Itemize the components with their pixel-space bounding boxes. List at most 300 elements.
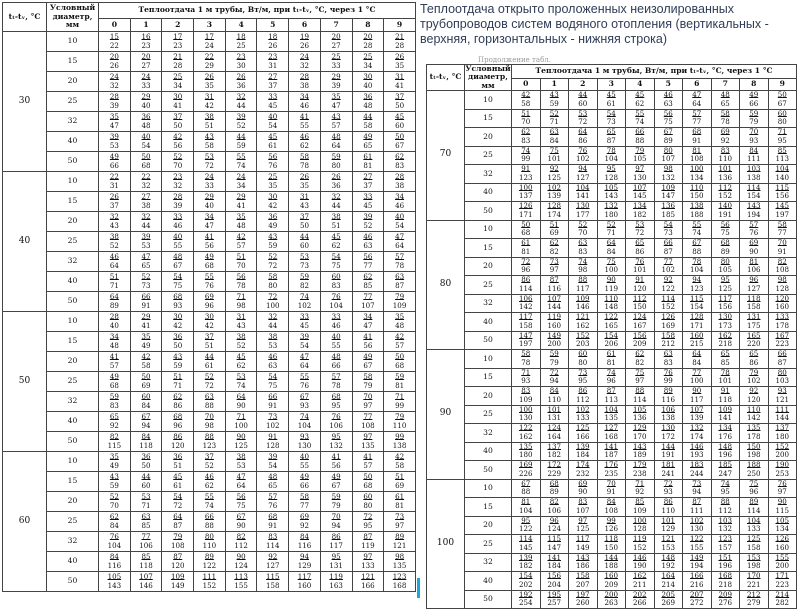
horizontal-pipe-value: 188 (689, 209, 704, 219)
heat-value-cell (654, 313, 683, 332)
horizontal-pipe-value: 59 (549, 98, 559, 108)
horizontal-pipe-value: 158 (746, 542, 761, 552)
vertical-pipe-value: 71 (635, 478, 645, 488)
vertical-pipe-value: 90 (236, 432, 246, 441)
horizontal-pipe-value: 122 (518, 524, 533, 534)
vertical-pipe-value: 128 (547, 201, 562, 211)
horizontal-pipe-value: 80 (578, 357, 588, 367)
vertical-pipe-value: 88 (578, 275, 588, 285)
vertical-pipe-value: 39 (299, 332, 309, 341)
vertical-pipe-value: 109 (170, 572, 185, 581)
horizontal-pipe-value: 57 (331, 120, 341, 130)
vertical-pipe-value: 125 (746, 534, 761, 544)
vertical-pipe-value: 54 (173, 492, 183, 501)
vertical-pipe-value: 76 (578, 145, 588, 155)
heat-value-cell (384, 192, 416, 212)
heat-value-cell (99, 192, 131, 212)
vertical-pipe-value: 39 (268, 452, 278, 461)
vertical-pipe-value: 19 (299, 32, 309, 41)
vertical-pipe-value: 130 (575, 201, 590, 211)
heat-value-cell (597, 535, 626, 554)
heat-value-cell (384, 372, 416, 392)
horizontal-pipe-value: 241 (661, 468, 676, 478)
horizontal-pipe-value: 86 (635, 246, 645, 256)
heat-value-cell (512, 516, 541, 535)
vertical-pipe-value: 48 (331, 352, 341, 361)
heat-value-cell (130, 292, 162, 312)
horizontal-pipe-value: 79 (363, 380, 373, 390)
horizontal-pipe-value: 152 (632, 542, 647, 552)
vertical-pipe-value: 30 (204, 312, 214, 321)
horizontal-pipe-value: 97 (635, 376, 645, 386)
heat-value-cell (194, 192, 226, 212)
heat-value-cell (569, 146, 598, 165)
vertical-pipe-value: 137 (775, 423, 790, 433)
heat-value-cell (512, 91, 541, 110)
heat-value-cell (626, 331, 655, 350)
vertical-pipe-value: 156 (632, 330, 647, 340)
vertical-pipe-value: 41 (109, 352, 119, 361)
heat-value-cell (257, 192, 289, 212)
vertical-pipe-value: 150 (746, 441, 761, 451)
horizontal-pipe-value: 150 (632, 302, 647, 312)
horizontal-pipe-value: 103 (775, 376, 790, 386)
vertical-pipe-value: 148 (661, 552, 676, 562)
horizontal-pipe-value: 143 (604, 191, 619, 201)
heat-value-cell (130, 32, 162, 52)
heat-value-cell (99, 432, 131, 452)
table-row (3, 392, 416, 412)
heat-value-cell (320, 432, 352, 452)
heat-value-cell (768, 572, 797, 591)
vertical-pipe-value: 80 (720, 256, 730, 266)
vertical-pipe-value: 61 (363, 152, 373, 161)
horizontal-pipe-value: 223 (775, 339, 790, 349)
vertical-pipe-value: 38 (268, 332, 278, 341)
horizontal-pipe-value: 51 (331, 220, 341, 230)
vertical-pipe-value: 83 (720, 145, 730, 155)
vertical-pipe-value: 137 (547, 441, 562, 451)
heat-value-cell (569, 553, 598, 572)
horizontal-pipe-value: 125 (718, 283, 733, 293)
heat-value-cell (654, 146, 683, 165)
heat-value-cell (711, 331, 740, 350)
diameter-cell: 10 (465, 479, 512, 498)
vertical-pipe-value: 53 (299, 252, 309, 261)
horizontal-pipe-value: 59 (268, 240, 278, 250)
horizontal-pipe-value: 72 (173, 500, 183, 510)
vertical-pipe-value: 75 (635, 367, 645, 377)
table-row (427, 535, 797, 554)
diameter-cell: 15 (47, 472, 99, 492)
vertical-pipe-value: 30 (173, 92, 183, 101)
horizontal-pipe-value: 46 (173, 220, 183, 230)
heat-value-cell (130, 152, 162, 172)
heat-value-cell (626, 276, 655, 295)
horizontal-pipe-value: 198 (746, 561, 761, 571)
diameter-cell: 32 (465, 424, 512, 443)
vertical-pipe-value: 46 (268, 352, 278, 361)
heat-value-cell (257, 152, 289, 172)
heat-value-cell (320, 112, 352, 132)
heat-value-cell (162, 232, 194, 252)
col-head: 4 (225, 19, 257, 32)
heat-value-cell (130, 432, 162, 452)
vertical-pipe-value: 136 (661, 201, 676, 211)
table-row (3, 232, 416, 252)
horizontal-pipe-value: 146 (575, 302, 590, 312)
horizontal-pipe-value: 23 (173, 40, 183, 50)
horizontal-pipe-value: 71 (109, 280, 119, 290)
col-head: 5 (654, 79, 683, 91)
vertical-pipe-value: 35 (109, 112, 119, 121)
vertical-pipe-value: 185 (718, 460, 733, 470)
horizontal-pipe-value: 218 (718, 579, 733, 589)
heat-value-cell (740, 516, 769, 535)
diameter-cell: 32 (465, 553, 512, 572)
horizontal-pipe-value: 182 (518, 561, 533, 571)
horizontal-pipe-value: 64 (331, 140, 341, 150)
horizontal-pipe-value: 182 (632, 209, 647, 219)
horizontal-pipe-value: 97 (363, 400, 373, 410)
heat-value-cell (99, 252, 131, 272)
horizontal-pipe-value: 67 (395, 140, 405, 150)
horizontal-pipe-value: 87 (777, 357, 787, 367)
heat-value-cell (257, 52, 289, 72)
horizontal-pipe-value: 138 (392, 440, 407, 450)
vertical-pipe-value: 51 (109, 272, 119, 281)
horizontal-pipe-value: 90 (578, 487, 588, 497)
vertical-pipe-value: 83 (578, 497, 588, 507)
horizontal-pipe-value: 78 (521, 357, 531, 367)
heat-value-cell (194, 372, 226, 392)
heat-value-cell (99, 392, 131, 412)
vertical-pipe-value: 20 (363, 32, 373, 41)
heat-value-cell (320, 352, 352, 372)
horizontal-pipe-value: 142 (518, 302, 533, 312)
heat-value-cell (626, 516, 655, 535)
vertical-pipe-value: 70 (749, 127, 759, 137)
vertical-pipe-value: 31 (204, 92, 214, 101)
vertical-pipe-value: 110 (746, 404, 761, 414)
horizontal-pipe-value: 96 (173, 420, 183, 430)
horizontal-pipe-value: 130 (689, 524, 704, 534)
heat-value-cell (194, 232, 226, 252)
vertical-pipe-value: 53 (204, 152, 214, 161)
heat-value-cell (289, 112, 321, 132)
heat-output-header: Теплоотдача 1 м трубы, Вт/м, при tₜ-tᵥ, °C, через 1 °C (99, 3, 416, 19)
heat-value-cell (320, 152, 352, 172)
vertical-pipe-value: 104 (775, 164, 790, 174)
heat-value-cell (352, 312, 384, 332)
heat-value-cell (740, 202, 769, 221)
table-row (427, 294, 797, 313)
heat-value-cell (320, 372, 352, 392)
vertical-pipe-value: 46 (299, 132, 309, 141)
vertical-pipe-value: 56 (663, 108, 673, 118)
heat-value-cell (99, 292, 131, 312)
diameter-cell: 10 (47, 452, 99, 472)
horizontal-pipe-value: 61 (173, 480, 183, 490)
vertical-pipe-value: 51 (521, 108, 531, 118)
heat-value-cell (626, 479, 655, 498)
horizontal-pipe-value: 48 (141, 120, 151, 130)
horizontal-pipe-value: 70 (521, 117, 531, 127)
vertical-pipe-value: 106 (518, 293, 533, 303)
horizontal-pipe-value: 266 (632, 598, 647, 608)
vertical-pipe-value: 87 (606, 386, 616, 396)
horizontal-pipe-value: 175 (746, 320, 761, 330)
horizontal-pipe-value: 75 (236, 500, 246, 510)
diameter-cell: 25 (465, 146, 512, 165)
heat-value-cell (225, 52, 257, 72)
table-row (3, 552, 416, 572)
horizontal-pipe-value: 93 (521, 376, 531, 386)
vertical-pipe-value: 70 (204, 412, 214, 421)
horizontal-pipe-value: 46 (395, 200, 405, 210)
vertical-pipe-value: 47 (299, 352, 309, 361)
vertical-pipe-value: 76 (331, 412, 341, 421)
vertical-pipe-value: 62 (363, 272, 373, 281)
heat-value-cell (384, 392, 416, 412)
heat-value-cell (512, 276, 541, 295)
col-head: 4 (626, 79, 655, 91)
horizontal-pipe-value: 119 (604, 283, 619, 293)
heat-value-cell (540, 202, 569, 221)
heat-value-cell (683, 553, 712, 572)
diameter-header: Условный диаметр, мм (47, 3, 99, 32)
heat-value-cell (352, 452, 384, 472)
vertical-pipe-value: 72 (521, 256, 531, 266)
heat-value-cell (540, 387, 569, 406)
vertical-pipe-value: 50 (395, 132, 405, 141)
vertical-pipe-value: 37 (395, 92, 405, 101)
horizontal-pipe-value: 136 (718, 172, 733, 182)
heat-value-cell (384, 172, 416, 192)
vertical-pipe-value: 97 (635, 164, 645, 174)
heat-value-cell (597, 498, 626, 517)
vertical-pipe-value: 54 (331, 252, 341, 261)
table-row (427, 276, 797, 295)
heat-value-cell (768, 331, 797, 350)
heat-value-cell (289, 512, 321, 532)
heat-value-cell (654, 91, 683, 110)
diameter-cell: 50 (47, 292, 99, 312)
horizontal-pipe-value: 186 (575, 561, 590, 571)
horizontal-pipe-value: 185 (661, 209, 676, 219)
heat-value-cell (597, 553, 626, 572)
heat-value-cell (289, 312, 321, 332)
vertical-pipe-value: 66 (268, 392, 278, 401)
vertical-pipe-value: 73 (549, 256, 559, 266)
vertical-pipe-value: 76 (109, 532, 119, 541)
horizontal-pipe-value: 72 (268, 260, 278, 270)
heat-value-cell (384, 92, 416, 112)
vertical-pipe-value: 84 (749, 145, 759, 155)
heat-value-cell (194, 172, 226, 192)
vertical-pipe-value: 32 (331, 192, 341, 201)
heat-value-cell (130, 532, 162, 552)
horizontal-pipe-value: 106 (547, 505, 562, 515)
heat-value-cell (257, 512, 289, 532)
vertical-pipe-value: 38 (109, 232, 119, 241)
heat-value-cell (654, 331, 683, 350)
horizontal-pipe-value: 128 (266, 440, 280, 450)
heat-value-cell (683, 590, 712, 609)
vertical-pipe-value: 65 (606, 127, 616, 137)
vertical-pipe-value: 33 (363, 192, 373, 201)
horizontal-pipe-value: 118 (139, 440, 153, 450)
horizontal-pipe-value: 68 (141, 160, 151, 170)
horizontal-pipe-value: 130 (518, 413, 533, 423)
horizontal-pipe-value: 64 (236, 480, 246, 490)
vertical-pipe-value: 143 (632, 441, 647, 451)
heat-value-cell (384, 232, 416, 252)
vertical-pipe-value: 25 (268, 172, 278, 181)
heat-value-cell (512, 128, 541, 147)
heat-value-cell (99, 332, 131, 352)
heat-value-cell (320, 392, 352, 412)
vertical-pipe-value: 82 (236, 532, 246, 541)
vertical-pipe-value: 74 (720, 478, 730, 488)
heat-value-cell (130, 212, 162, 232)
heat-value-cell (768, 220, 797, 239)
heat-value-cell (512, 313, 541, 332)
vertical-pipe-value: 169 (518, 460, 533, 470)
vertical-pipe-value: 170 (746, 571, 761, 581)
heat-value-cell (768, 276, 797, 295)
horizontal-pipe-value: 108 (775, 265, 790, 275)
vertical-pipe-value: 117 (297, 572, 312, 581)
diameter-cell: 40 (47, 412, 99, 432)
vertical-pipe-value: 34 (299, 92, 309, 101)
horizontal-pipe-value: 226 (518, 468, 533, 478)
vertical-pipe-value: 21 (395, 32, 405, 41)
horizontal-pipe-value: 80 (268, 280, 278, 290)
temp-diff-cell: 50 (3, 312, 47, 452)
heat-value-cell (384, 432, 416, 452)
horizontal-pipe-value: 42 (173, 320, 183, 330)
vertical-pipe-value: 65 (720, 349, 730, 359)
heat-value-cell (768, 239, 797, 258)
heat-value-cell (540, 405, 569, 424)
horizontal-pipe-value: 81 (395, 380, 405, 390)
vertical-pipe-value: 50 (521, 219, 531, 229)
horizontal-pipe-value: 65 (268, 480, 278, 490)
vertical-pipe-value: 99 (395, 432, 405, 441)
heat-value-cell (194, 412, 226, 432)
heat-value-cell (257, 472, 289, 492)
heat-value-cell (569, 331, 598, 350)
heat-value-cell (289, 72, 321, 92)
vertical-pipe-value: 72 (549, 367, 559, 377)
vertical-pipe-value: 100 (689, 164, 704, 174)
horizontal-pipe-value: 95 (331, 400, 341, 410)
diameter-cell: 25 (465, 405, 512, 424)
heat-value-cell (130, 112, 162, 132)
heat-value-cell (352, 152, 384, 172)
heat-value-cell (257, 132, 289, 152)
heat-value-cell (768, 535, 797, 554)
vertical-pipe-value: 42 (521, 90, 531, 100)
heat-value-cell (768, 368, 797, 387)
heat-value-cell (512, 109, 541, 128)
horizontal-pipe-value: 102 (575, 154, 590, 164)
horizontal-pipe-value: 148 (604, 302, 619, 312)
heat-value-cell (540, 553, 569, 572)
vertical-pipe-value: 66 (663, 238, 673, 248)
heat-value-cell (740, 313, 769, 332)
vertical-pipe-value: 126 (518, 201, 533, 211)
horizontal-pipe-value: 85 (720, 357, 730, 367)
horizontal-pipe-value: 90 (749, 246, 759, 256)
vertical-pipe-value: 48 (331, 132, 341, 141)
heat-value-cell (257, 552, 289, 572)
horizontal-pipe-value: 46 (299, 100, 309, 110)
horizontal-pipe-value: 85 (363, 280, 373, 290)
vertical-pipe-value: 152 (775, 441, 790, 451)
heat-value-cell (162, 52, 194, 72)
vertical-pipe-value: 62 (173, 392, 183, 401)
table-row (427, 165, 797, 184)
heat-value-cell (225, 352, 257, 372)
vertical-pipe-value: 35 (141, 332, 151, 341)
heat-value-cell (626, 91, 655, 110)
vertical-pipe-value: 200 (604, 589, 619, 599)
horizontal-pipe-value: 64 (395, 240, 405, 250)
horizontal-pipe-value: 107 (661, 154, 676, 164)
vertical-pipe-value: 72 (268, 292, 278, 301)
horizontal-pipe-value: 104 (518, 505, 533, 515)
heat-value-cell (320, 312, 352, 332)
heat-value-cell (626, 442, 655, 461)
vertical-pipe-value: 81 (692, 145, 702, 155)
temp-diff-cell: 40 (3, 172, 47, 312)
vertical-pipe-value: 115 (266, 572, 280, 581)
heat-value-cell (597, 387, 626, 406)
horizontal-pipe-value: 193 (689, 450, 704, 460)
vertical-pipe-value: 52 (141, 272, 151, 281)
heat-value-cell (711, 387, 740, 406)
heat-value-cell (99, 232, 131, 252)
vertical-pipe-value: 28 (395, 172, 405, 181)
horizontal-pipe-value: 137 (518, 191, 533, 201)
vertical-pipe-value: 32 (109, 212, 119, 221)
horizontal-pipe-value: 38 (395, 180, 405, 190)
vertical-pipe-value: 205 (661, 589, 676, 599)
vertical-pipe-value: 130 (718, 312, 733, 322)
heat-table-left (2, 2, 416, 592)
horizontal-pipe-value: 166 (575, 431, 590, 441)
heat-value-cell (162, 92, 194, 112)
vertical-pipe-value: 28 (173, 192, 183, 201)
horizontal-pipe-value: 232 (575, 468, 590, 478)
horizontal-pipe-value: 26 (299, 40, 309, 50)
vertical-pipe-value: 70 (363, 392, 373, 401)
horizontal-pipe-value: 79 (331, 500, 341, 510)
vertical-pipe-value: 119 (329, 572, 343, 581)
heat-value-cell (740, 498, 769, 517)
heat-value-cell (130, 352, 162, 372)
diameter-cell: 20 (465, 128, 512, 147)
horizontal-pipe-value: 89 (663, 135, 673, 145)
vertical-pipe-value: 31 (236, 312, 246, 321)
vertical-pipe-value: 82 (109, 432, 119, 441)
horizontal-pipe-value: 61 (606, 98, 616, 108)
horizontal-pipe-value: 56 (204, 240, 214, 250)
heat-value-cell (225, 272, 257, 292)
vertical-pipe-value: 149 (689, 552, 704, 562)
